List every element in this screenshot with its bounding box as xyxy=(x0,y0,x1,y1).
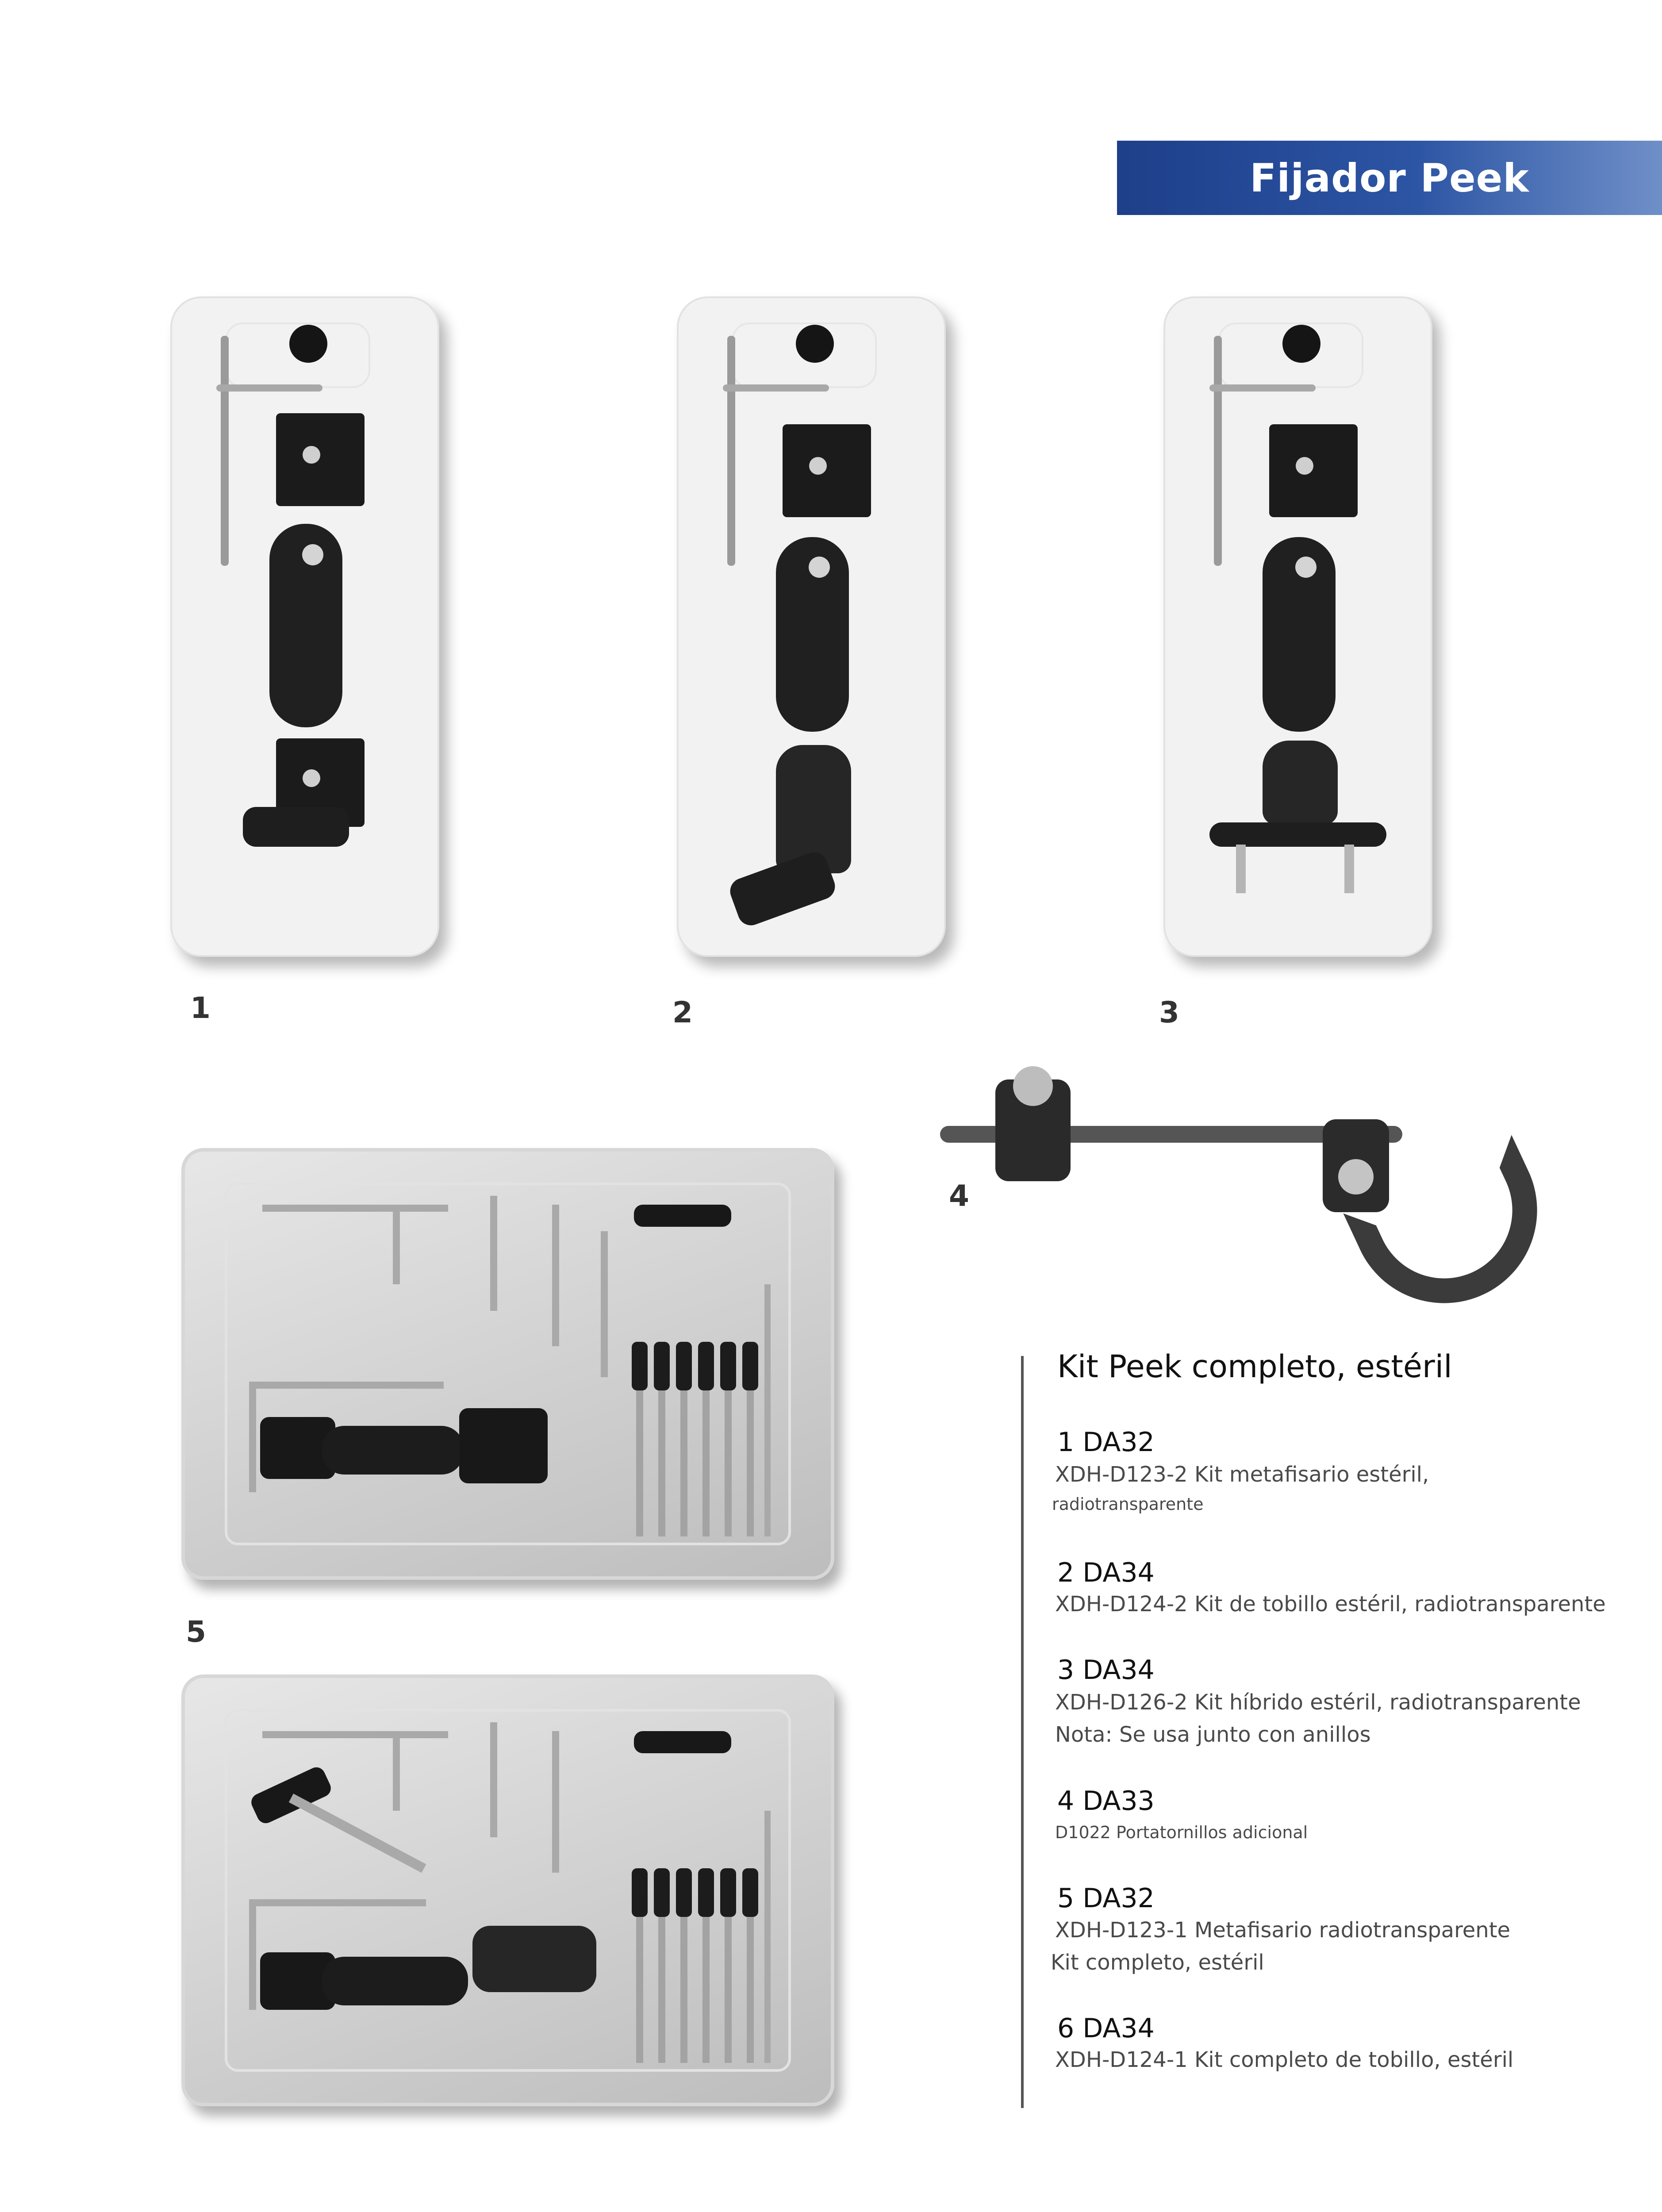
pin-clamp xyxy=(459,1408,548,1483)
t-wrench-shaft xyxy=(393,1731,400,1811)
knob xyxy=(289,325,327,363)
entry-desc-1-line-1: XDH-D123-2 Kit metafisario estéril, xyxy=(1055,1462,1429,1487)
bone-pin xyxy=(636,1390,643,1536)
allen-key xyxy=(552,1731,559,1873)
figure-label-2: 2 xyxy=(672,995,693,1029)
bone-pin xyxy=(658,1390,665,1536)
drill-bit xyxy=(764,1811,771,2063)
section-banner xyxy=(1117,141,1662,215)
entry-desc-3-line-1: XDH-D126-2 Kit híbrido estéril, radiotransparente xyxy=(1055,1690,1581,1715)
bone-pin xyxy=(702,1917,710,2063)
pin-holder-clamp xyxy=(995,1079,1071,1181)
entry-desc-6-line-1: XDH-D124-1 Kit completo de tobillo, estéril xyxy=(1055,2047,1514,2072)
figure-label-3: 3 xyxy=(1159,995,1179,1029)
product-tray-2 xyxy=(677,296,946,957)
bone-pin xyxy=(725,1390,732,1536)
knob xyxy=(796,325,834,363)
fixator-body xyxy=(776,537,849,732)
bone-pin xyxy=(747,1917,754,2063)
t-wrench-crossbar xyxy=(249,1382,444,1389)
entry-code-4: 4 DA33 xyxy=(1057,1786,1155,1816)
t-wrench xyxy=(249,1899,256,2010)
t-wrench-shaft xyxy=(393,1205,400,1284)
bone-pin xyxy=(636,1917,643,2063)
hybrid-clamp xyxy=(1263,741,1338,825)
bone-pin xyxy=(747,1390,754,1536)
knob xyxy=(1282,325,1320,363)
fixator-body xyxy=(322,1426,464,1475)
bone-pin xyxy=(680,1390,687,1536)
clamp-part xyxy=(634,1205,731,1227)
drill-bit xyxy=(764,1284,771,1536)
t-wrench xyxy=(262,1731,448,1738)
bone-pin xyxy=(702,1390,710,1536)
ring-connector-bar xyxy=(1209,822,1386,847)
t-handle-crossbar xyxy=(216,384,322,392)
t-handle xyxy=(221,336,229,566)
bolt xyxy=(1344,845,1354,893)
clamp-base xyxy=(243,807,349,847)
t-handle-crossbar xyxy=(1209,384,1316,392)
entry-code-1: 1 DA32 xyxy=(1057,1427,1155,1458)
entry-desc-1-line-2: radiotransparente xyxy=(1052,1494,1204,1514)
figure-label-4: 4 xyxy=(949,1179,969,1213)
allen-key xyxy=(490,1722,497,1837)
entry-code-2: 2 DA34 xyxy=(1057,1557,1155,1588)
bone-pin xyxy=(658,1917,665,2063)
banner-title: Fijador Peek xyxy=(1250,155,1529,201)
entry-code-5: 5 DA32 xyxy=(1057,1883,1155,1914)
fixator-body xyxy=(1263,537,1336,732)
entry-desc-3-line-2: Nota: Se usa junto con anillos xyxy=(1055,1722,1371,1747)
pin-clamp xyxy=(276,413,365,506)
entry-desc-5-line-2: Kit completo, estéril xyxy=(1051,1950,1264,1975)
t-wrench xyxy=(249,1382,256,1492)
product-tray-1 xyxy=(170,296,439,957)
t-handle xyxy=(727,336,735,566)
figure-label-5: 5 xyxy=(186,1615,206,1649)
t-handle-crossbar xyxy=(723,384,829,392)
t-wrench-crossbar xyxy=(249,1899,426,1906)
ankle-boot xyxy=(472,1926,596,1992)
figure-label-1: 1 xyxy=(190,991,211,1025)
allen-key xyxy=(490,1196,497,1311)
bone-pin xyxy=(680,1917,687,2063)
divider-line xyxy=(1021,1356,1024,2108)
pin-clamp xyxy=(783,424,871,517)
t-wrench xyxy=(262,1205,448,1212)
fixator-body xyxy=(269,524,342,727)
bolt xyxy=(1236,845,1246,893)
entry-desc-4-line-1: D1022 Portatornillos adicional xyxy=(1055,1823,1308,1842)
product-tray-3 xyxy=(1163,296,1432,957)
allen-key xyxy=(601,1231,608,1377)
entry-desc-2-line-1: XDH-D124-2 Kit de tobillo estéril, radiotransparente xyxy=(1055,1592,1606,1617)
clamp-part xyxy=(634,1731,731,1753)
bone-pin xyxy=(725,1917,732,2063)
sterile-kit-case-a xyxy=(181,1148,834,1580)
entry-desc-5-line-1: XDH-D123-1 Metafisario radiotransparente xyxy=(1055,1918,1511,1943)
kit-title: Kit Peek completo, estéril xyxy=(1057,1348,1452,1385)
entry-code-3: 3 DA34 xyxy=(1057,1655,1155,1686)
fixator-body xyxy=(322,1957,468,2005)
entry-code-6: 6 DA34 xyxy=(1057,2013,1155,2044)
t-handle xyxy=(1214,336,1222,566)
pin-clamp xyxy=(1269,424,1358,517)
sterile-kit-case-b xyxy=(181,1674,834,2106)
allen-key xyxy=(552,1205,559,1346)
